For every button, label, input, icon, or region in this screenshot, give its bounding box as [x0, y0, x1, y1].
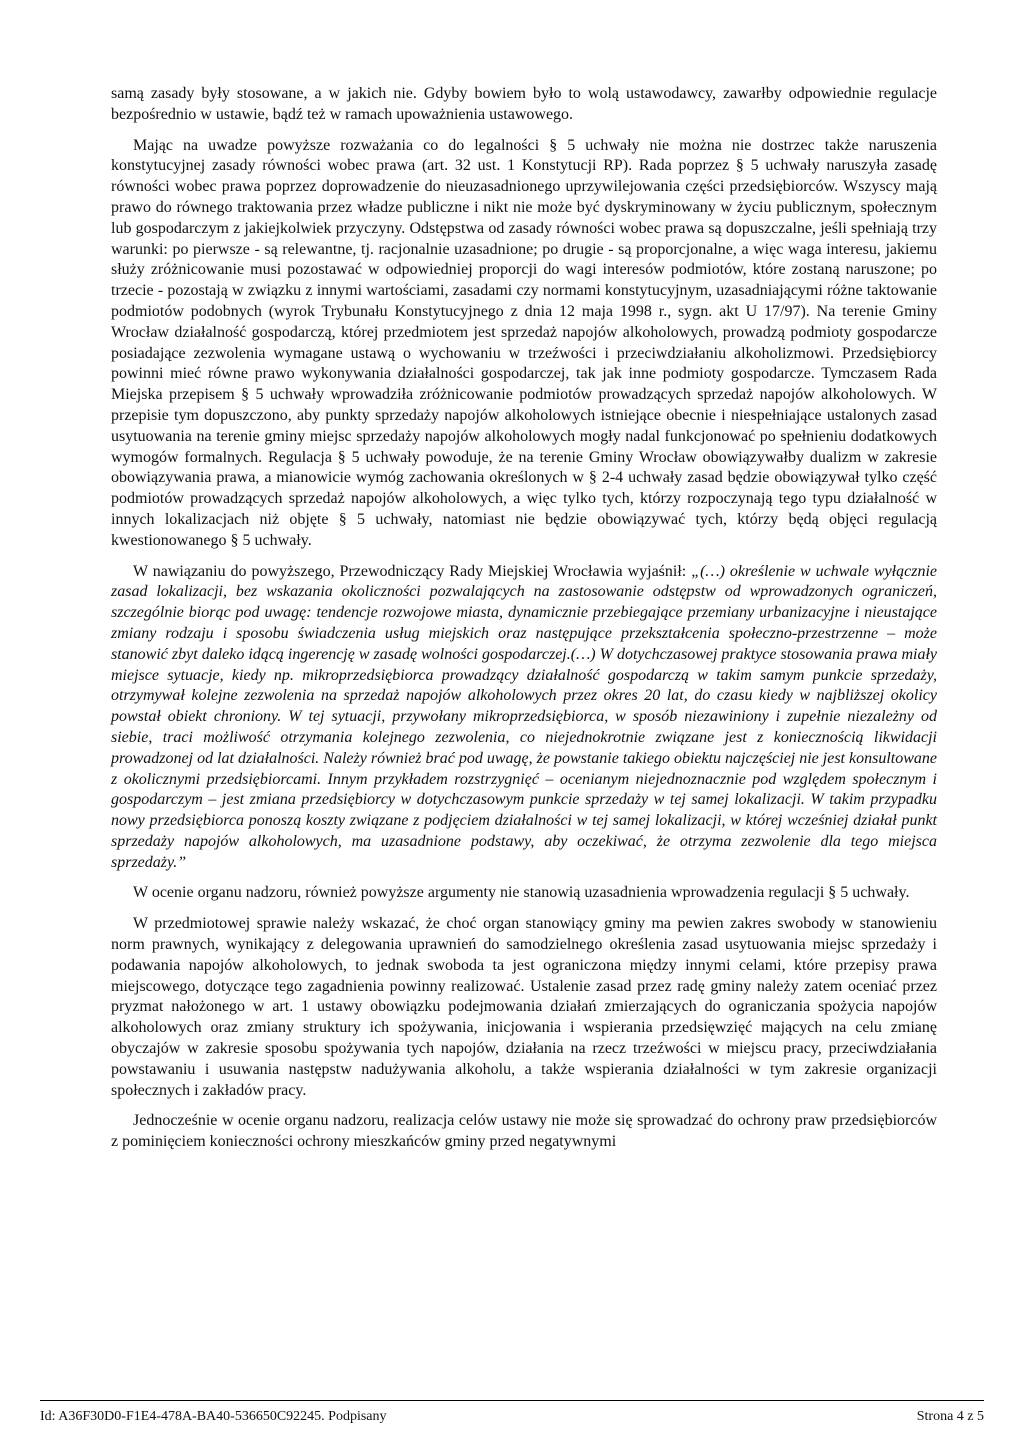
paragraph-2: Mając na uwadze powyższe rozważania co do legalności § 5 uchwały nie można nie dostrzec także naruszenia konstytucyjnej zasady równości wobec prawa (art. 32 ust. 1 Konstytucji RP). Rada poprzez § 5 uchwały naruszyła zasadę równości wobec prawa poprzez doprowadzenie do nieuzasadnionego uprzywilejowania części przedsiębiorców. Wszyscy mają prawo do równego traktowania przez władze publiczne i nikt nie może być dyskryminowany w życiu publicznym, społecznym lub gospodarczym z jakiejkolwiek przyczyny. Odstępstwa od zasady równości wobec prawa są dopuszczalne, jeśli spełniają trzy warunki: po pierwsze - są relewantne, tj. racjonalnie uzasadnione; po drugie - są proporcjonalne, a więc waga interesu, jakiemu służy zróżnicowanie musi pozostawać w odpowiedniej proporcji do wagi interesów podmiotów, które zostaną naruszone; po trzecie - pozostają w związku z innymi wartościami, zasadami czy normami konstytucyjnym, uzasadniającymi różne taktowanie podmiotów podobnych (wyrok Trybunału Konstytucyjnego z dnia 12 maja 1998 r., sygn. akt U 17/97). Na terenie Gminy Wrocław działalność gospodarczą, której przedmiotem jest sprzedaż napojów alkoholowych, prowadzą podmioty gospodarcze posiadające zezwolenia wymagane ustawą o wychowaniu w trzeźwości i przeciwdziałaniu alkoholizmowi. Przedsiębiorcy powinni mieć równe prawo wykonywania działalności gospodarczej, tak jak inne podmioty gospodarcze. Tymczasem Rada Miejska przepisem § 5 uchwały wprowadziła zróżnicowanie podmiotów prowadzących sprzedaż napojów alkoholowych. W przepisie tym dopuszczono, aby punkty sprzedaży napojów alkoholowych istniejące obecnie i niespełniające ustalonych zasad usytuowania na terenie gminy miejsc sprzedaży napojów alkoholowych mogły nadal funkcjonować po spełnieniu dodatkowych wymogów formalnych. Regulacja § 5 uchwały powoduje, że na terenie Gminy Wrocław obowiązywałby dualizm w zakresie obowiązywania prawa, a mianowicie wymóg zachowania określonych w § 2-4 uchwały zasad będzie obowiązywał tylko część podmiotów prowadzących sprzedaż napojów alkoholowych, a więc tylko tych, którzy rozpoczynają tego typu działalność w innych lokalizacjach niż objęte § 5 uchwały, natomiast nie będzie obowiązywać tych, którzy będą objęci regulacją kwestionowanego § 5 uchwały.: [111, 136, 937, 549]
footer-divider: [40, 1400, 984, 1401]
paragraph-6: Jednocześnie w ocenie organu nadzoru, realizacja celów ustawy nie może się sprowadzać do ochrony praw przedsiębiorców z pominięciem konieczności ochrony mieszkańców gminy przed negatywnymi: [111, 1112, 937, 1151]
paragraph-1: samą zasady były stosowane, a w jakich nie. Gdyby bowiem było to wolą ustawodawcy, zawarłby odpowiednie regulacje bezpośrednio w ustawie, bądź też w ramach upoważnienia ustawowego.: [111, 85, 937, 123]
paragraph-5: W przedmiotowej sprawie należy wskazać, że choć organ stanowiący gminy ma pewien zakres swobody w stanowieniu norm prawnych, wynikający z delegowania uprawnień do samodzielnego określenia zasad usytuowania miejsc sprzedaży i podawania napojów alkoholowych, to jednak swoboda ta jest ograniczona między innymi celami, które przepisy prawa miejscowego, dotyczące tego zagadnienia powinny realizować. Ustalenie zasad przez radę gminy należy zatem oceniać przez pryzmat nałożonego w art. 1 ustawy obowiązku podejmowania działań zmierzających do ograniczania spożycia napojów alkoholowych oraz zmiany struktury ich spożywania, inicjowania i wspierania przedsięwzięć mających na celu zmianę obyczajów w zakresie sposobu spożywania tych napojów, działania na rzecz trzeźwości w miejscu pracy, przeciwdziałania powstawaniu i usuwania następstw nadużywania alkoholu, a także wspierania działalności w tym zakresie organizacji społecznych i zakładów pracy.: [111, 915, 937, 1099]
paragraph-3-intro: W nawiązaniu do powyższego, Przewodniczący Rady Miejskiej Wrocławia wyjaśnił:: [133, 562, 692, 580]
page-number: Strona 4 z 5: [916, 1409, 984, 1424]
document-id: Id: A36F30D0-F1E4-478A-BA40-536650C92245. Podpisany: [40, 1409, 387, 1424]
paragraph-3: [111, 562, 937, 874]
document-body: [111, 84, 937, 1163]
paragraph-4: W ocenie organu nadzoru, również powyższe argumenty nie stanowią uzasadnienia wprowadzenia regulacji § 5 uchwały.: [133, 884, 910, 902]
paragraph-3-quote: „(…) określenie w uchwale wyłącznie zasad lokalizacji, bez wskazania okoliczności pozwalających na zastosowanie odstępstw od wprowadzonych ograniczeń, szczególnie biorąc pod uwagę: tendencje rozwojowe miasta, dynamicznie przebiegające przemiany urbanizacyjne i nieustające zmiany rodzaju i sposobu świadczenia usług miejskich oraz następujące przekształcenia społeczno-przestrzenne – może stanowić zbyt daleko idącą ingerencję w zasadę wolności gospodarczej.(…) W dotychczasowej praktyce stosowania prawa miały miejsce sytuacje, kiedy np. mikroprzedsiębiorca prowadzący działalność gospodarczą w takim samym punkcie sprzedaży, otrzymywał kolejne zezwolenia na sprzedaż napojów alkoholowych przez okres 20 lat, do czasu kiedy w najbliższej okolicy powstał obiekt chroniony. W tej sytuacji, przywołany mikroprzedsiębiorca, w sposób niezawiniony i zupełnie niezależny od siebie, traci możliwość otrzymania kolejnego zezwolenia, co niejednokrotnie związane jest z koniecznością likwidacji prowadzonej od lat działalności. Należy również brać pod uwagę, że powstanie takiego obiektu najczęściej nie jest konsultowane z okolicznymi przedsiębiorcami. Innym przykładem rozstrzygnięć – ocenianym niejednoznacznie pod względem społecznym i gospodarczym – jest zmiana przedsiębiorcy w dotychczasowym punkcie sprzedaży w tej samej lokalizacji. W takim przypadku nowy przedsiębiorca ponoszą koszty związane z podjęciem działalności w tej samej lokalizacji, w której wcześniej działał punkt sprzedaży napojów alkoholowych, ma uzasadnione podstawy, aby oczekiwać, że otrzyma zezwolenie dla tego miejsca sprzedaży.”: [111, 562, 937, 871]
